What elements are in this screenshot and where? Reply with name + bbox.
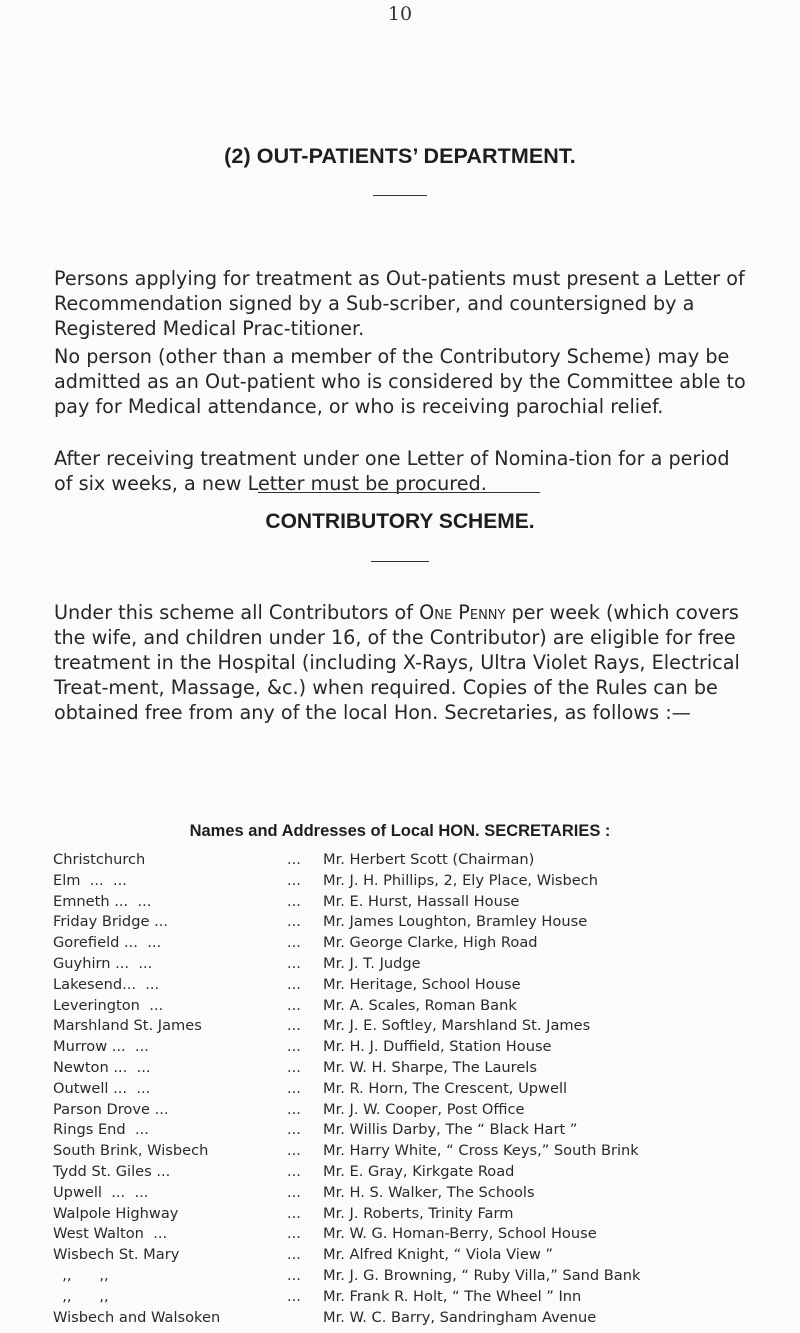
secretary-row [53, 1100, 793, 1121]
secretary-row [53, 1204, 793, 1225]
leader-dots: ... [287, 996, 301, 1014]
secretary-row [53, 975, 793, 996]
secretary-name-address: Mr. A. Scales, Roman Bank [323, 996, 517, 1014]
district-name: Upwell ... ... [53, 1183, 149, 1201]
secretary-name-address: Mr. J. G. Browning, “ Ruby Villa,” Sand Bank [323, 1266, 641, 1284]
secretary-name-address: Mr. W. G. Homan-Berry, School House [323, 1225, 597, 1243]
leader-dots: ... [287, 1079, 301, 1097]
secretary-name-address: Mr. J. T. Judge [323, 954, 421, 972]
district-name: ,, ,, [53, 1287, 109, 1305]
secretary-name-address: Mr. James Loughton, Bramley House [323, 913, 588, 931]
heading-rule [373, 195, 427, 196]
secretaries-list [53, 850, 793, 1328]
secretary-row [53, 871, 793, 892]
secretary-row [53, 996, 793, 1017]
leader-dots: ... [287, 1204, 301, 1222]
leader-dots: ... [287, 1100, 301, 1118]
leader-dots: ... [287, 934, 301, 952]
secretary-name-address: Mr. Herbert Scott (Chairman) [323, 851, 535, 868]
secretary-name-address: Mr. R. Horn, The Crescent, Upwell [323, 1079, 568, 1097]
leader-dots: ... [287, 1038, 301, 1056]
secretary-row [53, 1287, 793, 1308]
secretary-row [53, 1016, 793, 1037]
secretary-name-address: Mr. J. Roberts, Trinity Farm [323, 1204, 514, 1222]
secretary-row [53, 1037, 793, 1058]
secretary-name-address: Mr. W. C. Barry, Sandringham Avenue [323, 1308, 597, 1326]
secretary-name-address: Mr. Heritage, School House [323, 975, 521, 993]
leader-dots: ... [287, 1246, 301, 1264]
district-name: Gorefield ... ... [53, 934, 162, 952]
secretary-name-address: Mr. E. Gray, Kirkgate Road [323, 1162, 515, 1180]
district-name: Lakesend... ... [53, 975, 160, 993]
leader-dots: ... [287, 913, 301, 931]
secretary-name-address: Mr. Alfred Knight, “ Viola View ” [323, 1246, 553, 1264]
leader-dots: ... [287, 892, 301, 910]
secretary-name-address: Mr. J. H. Phillips, 2, Ely Place, Wisbech [323, 871, 598, 889]
secretary-name-address: Mr. George Clarke, High Road [323, 934, 538, 952]
secretary-row [53, 892, 793, 913]
district-name: Outwell ... ... [53, 1079, 151, 1097]
paragraph-admission-conditions: No person (other than a member of the Contributory Scheme) may be admitted as an Out-patient who is considered by the Committee able to pay for Medical attendance, or who is receiving parochial relief. [54, 345, 746, 418]
district-name: Elm ... ... [53, 871, 127, 889]
secretary-row [53, 1079, 793, 1100]
leader-dots: ... [287, 1225, 301, 1243]
secretary-row [53, 1183, 793, 1204]
leader-dots: ... [287, 954, 301, 972]
heading-rule [371, 561, 429, 562]
secretary-row [53, 912, 793, 933]
secretary-name-address: Mr. Frank R. Holt, “ The Wheel ” Inn [323, 1287, 582, 1305]
district-name: Tydd St. Giles ... [53, 1162, 171, 1180]
leader-dots: ... [287, 1162, 301, 1180]
district-name: Marshland St. James [53, 1017, 202, 1035]
paragraph-new-letter: After receiving treatment under one Letter of Nomina-tion for a period of six weeks, a new Letter must be procured. [54, 447, 730, 495]
district-name: Rings End ... [53, 1121, 149, 1139]
district-name: Wisbech St. Mary [53, 1246, 180, 1264]
district-name: South Brink, Wisbech [53, 1142, 209, 1160]
district-name: Guyhirn ... ... [53, 954, 153, 972]
scheme-text-after: per week (which covers the wife, and children under 16, of the Contributor) are eligible for free treatment in the Hospital (including X-Rays, Ultra Violet Rays, Electrical Treat-ment, Massage, &c.) when required. Copies of the Rules can be obtained free from any of the local Hon. Secretaries, as follows :— [54, 601, 740, 724]
leader-dots: ... [287, 851, 301, 868]
one-penny-emphasis: One Penny [419, 601, 506, 624]
leader-dots: ... [287, 1017, 301, 1035]
district-name: Parson Drove ... [53, 1100, 169, 1118]
secretary-row [53, 1224, 793, 1245]
leader-dots: ... [287, 1121, 301, 1139]
district-name: Friday Bridge ... [53, 913, 168, 931]
secretary-row [53, 850, 793, 871]
secretary-name-address: Mr. H. J. Duffield, Station House [323, 1038, 552, 1056]
section-divider [258, 492, 540, 493]
secretary-name-address: Mr. W. H. Sharpe, The Laurels [323, 1058, 537, 1076]
district-name: Murrow ... ... [53, 1038, 149, 1056]
secretary-row [53, 1266, 793, 1287]
secretary-name-address: Mr. Harry White, “ Cross Keys,” South Brink [323, 1142, 639, 1160]
secretary-name-address: Mr. J. E. Softley, Marshland St. James [323, 1017, 591, 1035]
leader-dots: ... [287, 1058, 301, 1076]
contributory-scheme-heading: CONTRIBUTORY SCHEME. [265, 510, 535, 533]
secretary-name-address: Mr. J. W. Cooper, Post Office [323, 1100, 525, 1118]
secretary-row [53, 1245, 793, 1266]
secretary-row [53, 1308, 793, 1329]
secretary-row [53, 933, 793, 954]
paragraph-letter-of-recommendation: Persons applying for treatment as Out-patients must present a Letter of Recommendation signed by a Sub-scriber, and countersigned by a Registered Medical Prac-titioner. [54, 267, 745, 340]
secretary-name-address: Mr. E. Hurst, Hassall House [323, 892, 520, 910]
secretary-row [53, 954, 793, 975]
secretary-name-address: Mr. H. S. Walker, The Schools [323, 1183, 535, 1201]
page-number: 10 [387, 3, 413, 25]
district-name: Walpole Highway [53, 1204, 179, 1222]
leader-dots: ... [287, 1142, 301, 1160]
district-name: ,, ,, [53, 1266, 109, 1284]
district-name: West Walton ... [53, 1225, 168, 1243]
district-name: Newton ... ... [53, 1058, 151, 1076]
leader-dots: ... [287, 1183, 301, 1201]
leader-dots: ... [287, 1287, 301, 1305]
paragraph-contributory-scheme [54, 600, 754, 725]
leader-dots: ... [287, 871, 301, 889]
secretary-row [53, 1141, 793, 1162]
leader-dots: ... [287, 1266, 301, 1284]
district-name: Wisbech and Walsoken [53, 1308, 221, 1326]
leader-dots: ... [287, 975, 301, 993]
secretary-row [53, 1058, 793, 1079]
district-name: Leverington ... [53, 996, 164, 1014]
district-name: Emneth ... ... [53, 892, 152, 910]
secretaries-heading: Names and Addresses of Local HON. SECRETARIES : [189, 822, 611, 840]
district-name: Christchurch [53, 851, 146, 868]
outpatients-heading: (2) OUT-PATIENTS’ DEPARTMENT. [224, 144, 576, 168]
secretary-row [53, 1120, 793, 1141]
scheme-text-before: Under this scheme all Contributors of [54, 601, 420, 624]
secretary-name-address: Mr. Willis Darby, The “ Black Hart ” [323, 1121, 578, 1139]
secretary-row [53, 1162, 793, 1183]
